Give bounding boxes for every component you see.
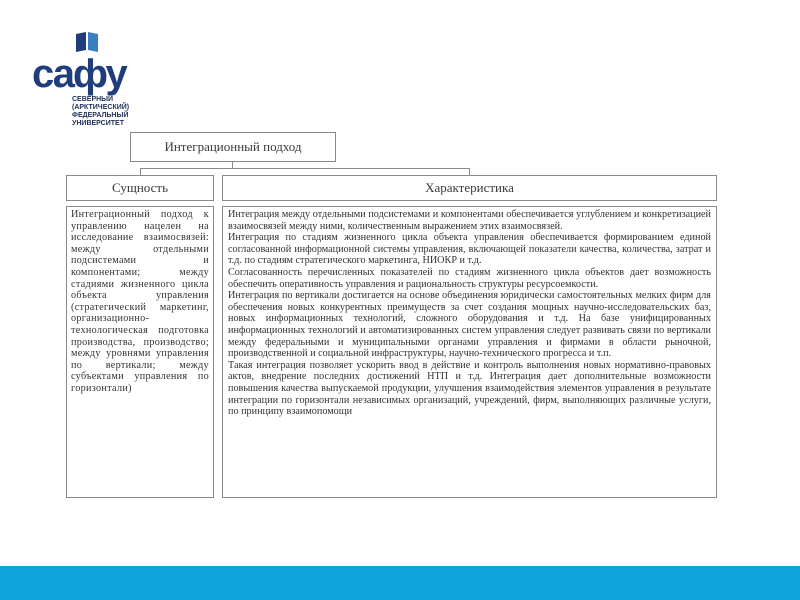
essence-description	[66, 206, 214, 498]
characteristic-paragraph-3: Согласованность перечисленных показателей по стадиям жизненного цикла объектов дает возможность обеспечить оперативность управления и рациональность структуры ресурсоемкости.	[228, 266, 711, 290]
column-header-characteristic	[222, 175, 717, 201]
logo-line-4: УНИВЕРСИТЕТ	[72, 120, 124, 127]
logo-line-3: ФЕДЕРАЛЬНЫЙ	[72, 112, 129, 119]
root-node-integration-approach	[130, 132, 336, 162]
column-header-essence-label: Сущность	[111, 180, 169, 195]
university-logo	[32, 30, 130, 130]
connector-to-characteristic	[469, 168, 470, 175]
characteristic-description	[222, 206, 717, 498]
essence-paragraph: Интеграционный подход к управлению нацелен на исследование взаимосвязей: между отдельными подсистемами и компонентами; между стадиями жизненного цикла объекта управления (стратегический маркетинг, организационно-технологическая подготовка производства, производство; между уровнями управления по вертикали; между субъектами управления по горизонтали)	[71, 209, 209, 394]
characteristic-paragraph-1: Интеграция между отдельными подсистемами и компонентами обеспечивается углублением и конкретизацией взаимосвязей между ними, количественным выражением этих взаимосвязей.	[228, 209, 711, 232]
logo-line-1: СЕВЕРНЫЙ	[72, 96, 114, 103]
logo-line-2: (АРКТИЧЕСКИЙ)	[72, 104, 130, 111]
connector-horizontal	[140, 168, 470, 169]
logo-mark: сафу	[32, 52, 126, 96]
connector-to-essence	[140, 168, 141, 175]
column-header-characteristic-label: Характеристика	[425, 180, 514, 195]
root-node-label: Интеграционный подход	[164, 139, 302, 154]
characteristic-paragraph-4: Интеграция по вертикали достигается на основе объединения юридически самостоятельных мелких фирм для обеспечения новых конкурентных преимуществ за счет создания мощных научно-исследовательских баз, новых информационных технологий, сложного оборудования и т.д. На базе унифицированных информационных технологий и автоматизированных систем управления следует развивать связи по вертикали между федеральными и муниципальными органами управления и фирмами в области рыночной, производственной и социальной инфраструктуры, научно-технического прогресса и т.п.	[228, 290, 711, 360]
characteristic-paragraph-5: Такая интеграция позволяет ускорить ввод в действие и контроль выполнения новых нормативно-правовых актов, внедрение последних достижений НТП и т.д. Интеграция дает дополнительные возможности повышения качества выпускаемой продукции, улучшения взаимодействия элементов управления в результате интеграции по горизонтали независимых организаций, учреждений, фирм, выполняющих различные услуги, по принципу взаимопомощи	[228, 359, 711, 418]
footer-bar	[0, 566, 800, 600]
column-header-essence	[66, 175, 214, 201]
characteristic-paragraph-2: Интеграция по стадиям жизненного цикла объекта управления обеспечивается формированием единой согласованной информационной системы управления, включающей показатели качества, количества, затрат и т.д. по стадиям стратегического маркетинга, НИОКР и т.д.	[228, 232, 711, 267]
open-book-icon	[74, 30, 100, 52]
logo-university-name	[72, 96, 129, 128]
